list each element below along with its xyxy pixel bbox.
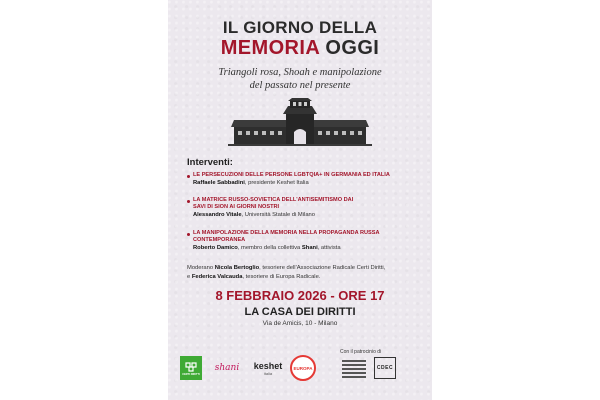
bullet <box>187 200 190 203</box>
talk-item <box>187 172 427 187</box>
moderator-name: Federica Valcauda <box>191 273 243 280</box>
patronage-label: Con il patrocinio di <box>340 349 382 355</box>
cdec-logo <box>374 357 396 379</box>
keshet-logo <box>250 358 286 378</box>
bullet <box>187 175 190 178</box>
speaker-role: , presidente Keshet Italia <box>244 180 309 186</box>
event-address: Via de Amicis, 10 - Milano <box>262 320 338 327</box>
speaker-name: Raffaele Sabbadini <box>193 180 245 186</box>
collective-name: Shani <box>301 245 318 251</box>
moderator-name: Nicola Bertoglio <box>214 265 260 271</box>
partner-stripes-logo <box>340 358 368 380</box>
moderator-role: , tesoriere dell'Associazione Radicale Certi Diritti, <box>259 265 386 271</box>
gatehouse-illustration <box>228 98 372 148</box>
speaker-name: Roberto Damico <box>193 245 238 251</box>
title-oggi: OGGI <box>325 37 380 59</box>
talk-title: LA MANIPOLAZIONE DELLA MEMORIA NELLA PROPAGANDA RUSSA CONTEMPORANEA <box>193 230 380 243</box>
talk-title: LA MATRICE RUSSO-SOVIETICA DELL'ANTISEMITISMO DAI SAVI DI SION AI GIORNI NOSTRI <box>193 197 354 210</box>
europa-radicale-logo <box>290 355 316 381</box>
poster-title-line1: IL GIORNO DELLA <box>222 18 378 37</box>
keshet-subtext: italia <box>263 370 273 376</box>
event-poster <box>168 0 432 400</box>
shani-text: shani <box>214 363 240 373</box>
event-venue: LA CASA DEI DIRITTI <box>244 306 356 318</box>
certi-diritti-text: CERTI DIRITTI <box>182 372 200 376</box>
speaker-role: , Università Statale di Milano <box>241 212 316 218</box>
poster-title-line2 <box>168 37 432 60</box>
speaker-role-suffix: , attivista <box>317 245 341 251</box>
talk-speaker <box>193 244 427 252</box>
subtitle-line1: Triangoli rosa, Shoah e manipolazione <box>218 67 382 78</box>
certi-diritti-logo <box>180 356 202 380</box>
moderator-prefix: Moderano <box>187 265 215 271</box>
title-memoria: MEMORIA <box>220 37 320 59</box>
interventi-heading: Interventi: <box>187 157 233 168</box>
cdec-text: CDEC <box>376 365 394 371</box>
talk-speaker <box>193 211 427 219</box>
bullet <box>187 233 190 236</box>
talk-title: LE PERSECUZIONI DELLE PERSONE LGBTQIA+ IN GERMANIA ED ITALIA <box>193 172 390 178</box>
talk-item <box>187 197 427 219</box>
event-date: 8 FEBBRAIO 2026 - ORE 17 <box>215 288 385 303</box>
talk-item <box>187 230 427 252</box>
europa-text: EUROPA <box>293 365 313 371</box>
moderators <box>187 264 427 281</box>
keshet-text: keshet <box>253 360 283 371</box>
moderator-join: e <box>187 273 192 280</box>
certi-diritti-icon <box>184 361 198 373</box>
poster-subtitle <box>168 66 432 92</box>
shani-logo <box>212 358 242 378</box>
speaker-name: Alessandro Vitale <box>193 212 242 218</box>
talk-speaker <box>193 179 427 187</box>
subtitle-line2: del passato nel presente <box>249 80 351 91</box>
speaker-role: , membro della collettiva <box>237 245 302 251</box>
moderator-role: , tesoriere di Europa Radicale. <box>242 273 321 280</box>
